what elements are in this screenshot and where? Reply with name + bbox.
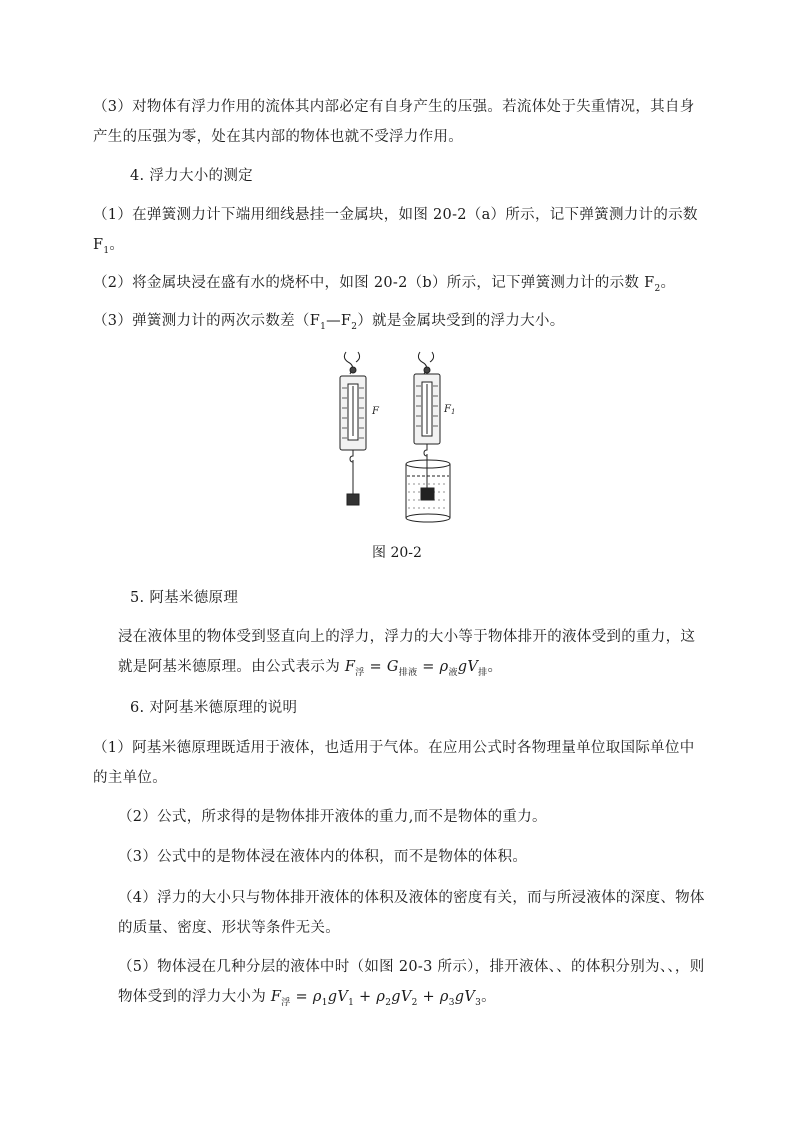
symbol: = ρ xyxy=(417,659,449,675)
symbol: F xyxy=(344,659,356,675)
formula-archimedes xyxy=(344,659,488,678)
heading-text: 4. 浮力大小的测定 xyxy=(130,168,253,184)
symbol: = G xyxy=(364,659,399,675)
subscript: 排液 xyxy=(398,667,418,678)
paragraph-text: （3）弹簧测力计的两次示数差（F xyxy=(93,313,321,329)
label-f1-main: F xyxy=(444,404,451,415)
spring-scale-a xyxy=(340,352,366,505)
label-f: F xyxy=(372,406,379,417)
heading-buoyancy-measurement xyxy=(130,161,742,191)
figure-caption: 图 20-2 xyxy=(372,545,422,561)
subscript: 3 xyxy=(448,997,455,1008)
spring-scale-figure xyxy=(320,348,470,526)
paragraph-text: （2）将金属块浸在盛有水的烧杯中，如图 20-2（b）所示，记下弹簧测力计的示数 F xyxy=(93,275,655,291)
symbol: F xyxy=(270,989,282,1005)
symbol: + ρ xyxy=(354,989,386,1005)
subscript: 浮 xyxy=(281,997,291,1008)
subscript: 2 xyxy=(351,321,358,332)
punctuation: 。 xyxy=(481,989,496,1005)
paragraph-text: （3）公式中的是物体浸在液体内的体积，而不是物体的体积。 xyxy=(118,849,528,865)
paragraph-step-2 xyxy=(93,268,705,298)
label-f1-sub: 1 xyxy=(450,408,456,416)
heading-archimedes xyxy=(130,583,742,613)
symbol: + ρ xyxy=(417,989,449,1005)
subscript: 1 xyxy=(103,245,110,256)
paragraph-text: （4）浮力的大小只与物体排开液体的体积及液体的密度有关，而与所浸液体的深度、物体的质量、密度、形状等条件无关。 xyxy=(118,890,705,936)
subscript: 1 xyxy=(321,997,328,1008)
formula-layered xyxy=(270,989,482,1008)
symbol: gV xyxy=(457,659,479,675)
paragraph-note-1 xyxy=(93,733,705,793)
paragraph-text: （5）物体浸在几种分层的液体中时（如图 20-3 所示），排开液体、、的体积分别为、、，则物体受到的浮力大小为 xyxy=(118,959,705,1005)
paragraph-text: （1）在弹簧测力计下端用细线悬挂一金属块，如图 20-2（a）所示，记下弹簧测力计的示数 xyxy=(93,207,698,223)
punctuation: 。 xyxy=(109,237,125,253)
heading-text: 5. 阿基米德原理 xyxy=(130,590,239,606)
subscript: 1 xyxy=(320,321,327,332)
subscript: 液 xyxy=(448,667,458,678)
paragraph-step-1 xyxy=(93,200,705,260)
paragraph-text: （3）对物体有浮力作用的流体其内部必定有自身产生的压强。若流体处于失重情况，其自身产生的压强为零，处在其内部的物体也就不受浮力作用。 xyxy=(93,99,695,145)
subscript: 浮 xyxy=(355,667,365,678)
paragraph-note-5 xyxy=(118,952,708,1012)
symbol: gV xyxy=(391,989,412,1005)
paragraph-text: 浸在液体里的物体受到竖直向上的浮力，浮力的大小等于物体排开的液体受到的重力，这就是阿基米德原理。由公式表示为 xyxy=(118,629,696,675)
paragraph-fluid-pressure xyxy=(93,92,705,152)
paragraph-archimedes-principle xyxy=(118,622,708,682)
paragraph-note-4 xyxy=(118,883,708,943)
heading-archimedes-notes xyxy=(130,693,742,723)
symbol: gV xyxy=(454,989,476,1005)
symbol: = ρ xyxy=(290,989,322,1005)
paragraph-text: （1）阿基米德原理既适用于液体，也适用于气体。在应用公式时各物理量单位取国际单位中的主单位。 xyxy=(93,740,695,786)
paragraph-text: （2）公式，所求得的是物体排开液体的重力,而不是物体的重力。 xyxy=(118,809,547,825)
symbol: gV xyxy=(327,989,349,1005)
heading-text: 6. 对阿基米德原理的说明 xyxy=(130,700,298,716)
paragraph-step-3 xyxy=(93,306,705,336)
subscript: 2 xyxy=(654,283,661,294)
label-f1 xyxy=(443,404,455,416)
paragraph-text: —F xyxy=(326,313,352,329)
subscript: 2 xyxy=(385,997,392,1008)
subscript: 2 xyxy=(411,997,418,1008)
symbol-f: F xyxy=(93,237,104,253)
paragraph-note-2 xyxy=(118,802,730,832)
punctuation: 。 xyxy=(487,659,503,675)
subscript: 1 xyxy=(348,997,355,1008)
subscript: 3 xyxy=(475,997,482,1008)
subscript: 排 xyxy=(478,667,488,678)
paragraph-text: ）就是金属块受到的浮力大小。 xyxy=(357,313,565,329)
spring-scale-b xyxy=(406,352,450,522)
punctuation: 。 xyxy=(660,275,676,291)
paragraph-note-3 xyxy=(118,842,730,872)
